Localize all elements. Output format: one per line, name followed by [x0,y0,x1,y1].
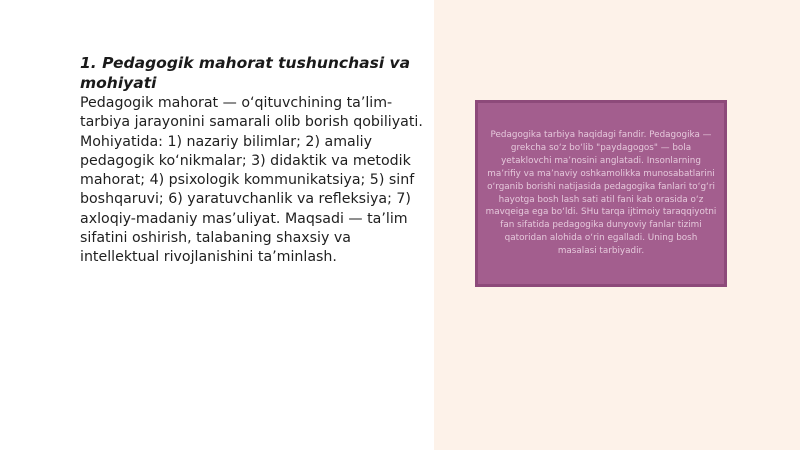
illustration-text: Pedagogika tarbiya haqidagi fandir. Pedagogika — grekcha so‘z bo‘lib "paydagogos" — bola yetaklovchi ma’nosini anglatadi. Insonlarning ma’rifiy va ma’naviy oshkamolikka munosabatlarini o‘rganib borishi natijasida pedagogika fanlari to‘g‘ri hayotga bosh lash sati atil fani kab orasida o‘z mavqeiga ega bo‘ldi. SHu tarqa ijtimoiy taraqqiyotni fan sifatida pedagogika dunyoviy fanlar tizimi qatoridan alohida o‘rin egalladi. Uning bosh masalasi tarbiyadir. [485,129,717,257]
slide-title: 1. Pedagogik mahorat tushunchasi va mohiyati [80,54,411,92]
slide-body-text: Pedagogik mahorat — o‘qituvchining ta’lim-tarbiya jarayonini samarali olib borish qobiliyati. Mohiyatida: 1) nazariy bilimlar; 2) amaliy pedagogik ko‘nikmalar; 3) didaktik va metodik mahorat; 4) psixologik kommunikatsiya; 5) sinf boshqaruvi; 6) yaratuvchanlik va refleksiya; 7) axloqiy-madaniy mas’uliyat. Maqsadi — ta’lim sifatini oshirish, talabaning shaxsiy va intellektual rivojlanishini ta’minlash. [80,95,423,266]
illustration-image [475,100,727,287]
